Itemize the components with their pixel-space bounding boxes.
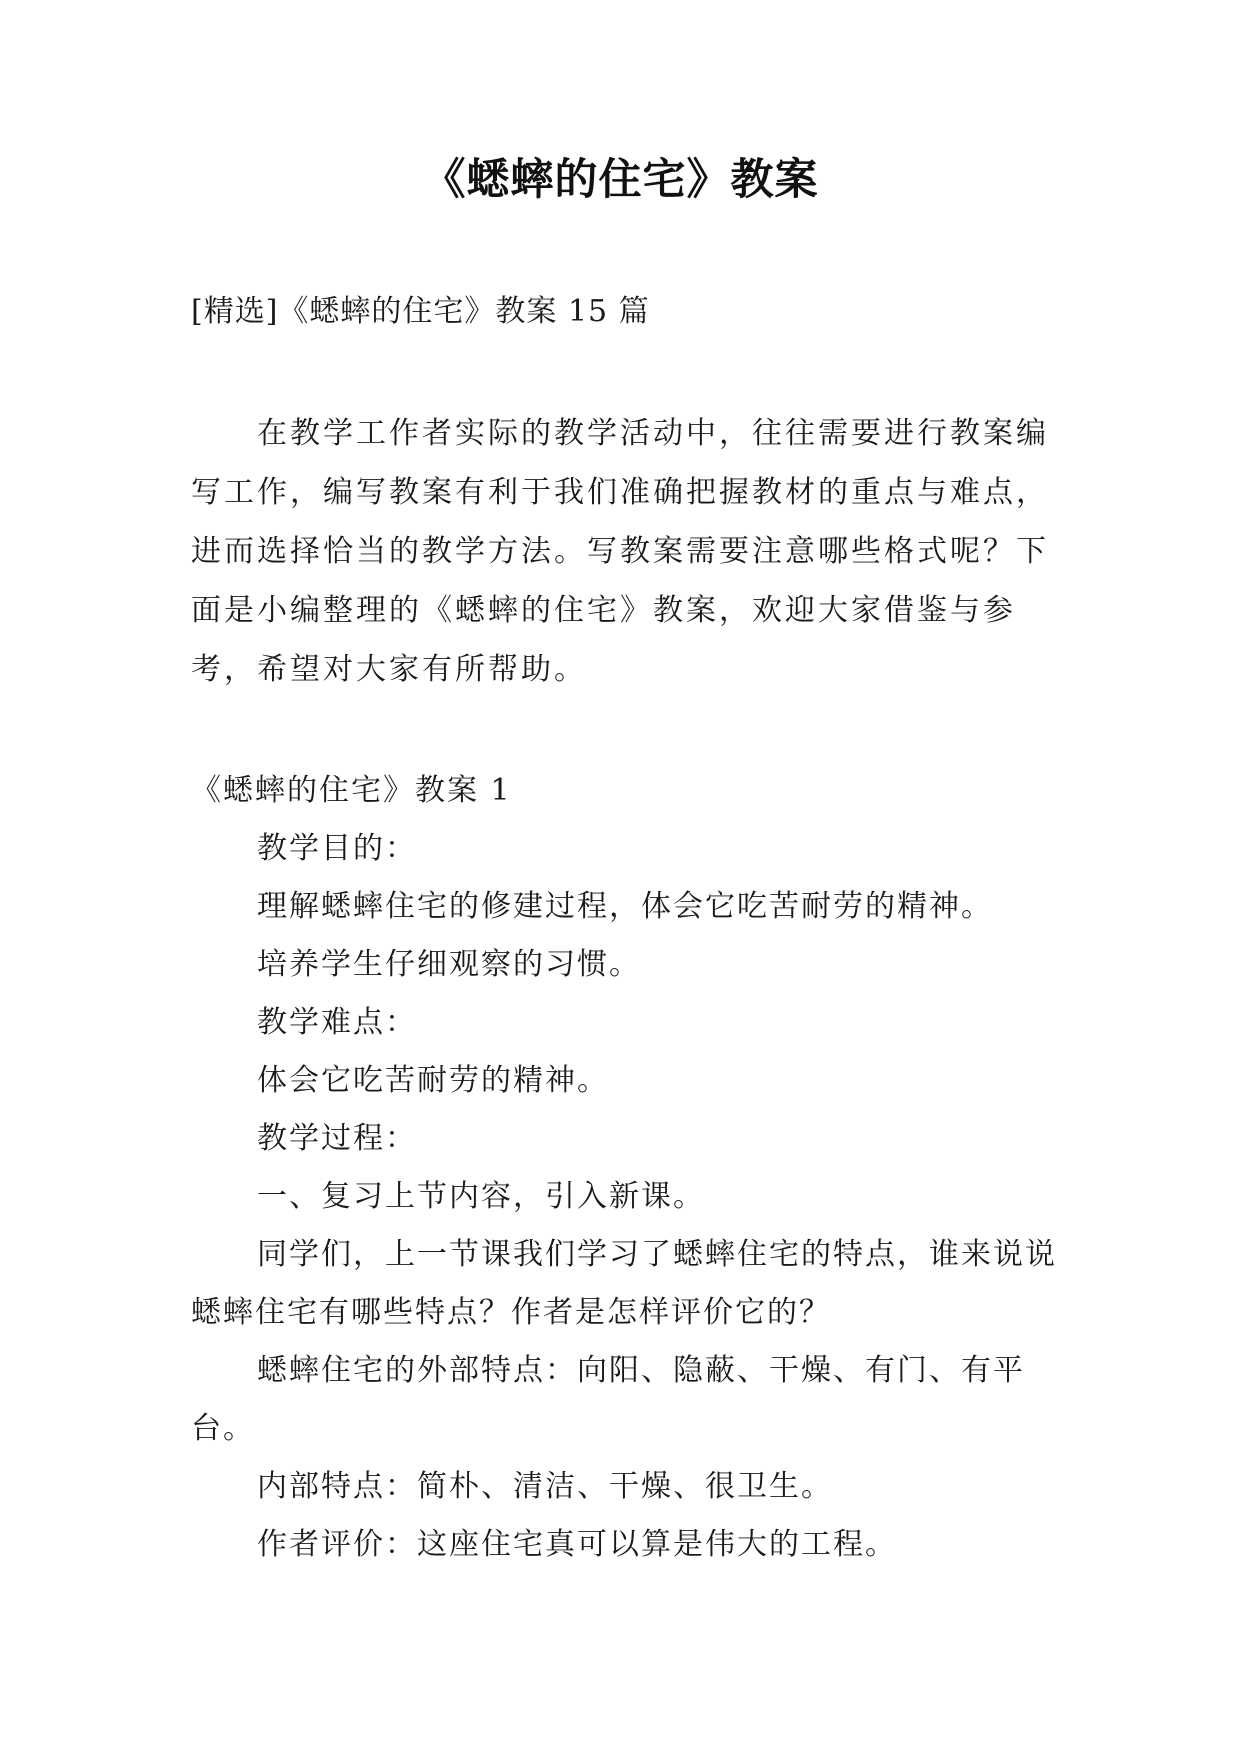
process-label: 教学过程： xyxy=(257,1121,417,1156)
difficulty-item: 体会它吃苦耐劳的精神。 xyxy=(257,1063,609,1098)
document-title: 《蟋蟀的住宅》教案 xyxy=(422,155,819,205)
lesson-body xyxy=(191,762,1071,1574)
section-heading: 《蟋蟀的住宅》教案 1 xyxy=(191,773,512,808)
goal-label: 教学目的： xyxy=(257,831,417,866)
difficulty-label: 教学难点： xyxy=(257,1005,417,1040)
process-step: 一、复习上节内容，引入新课。 xyxy=(257,1179,705,1214)
body-paragraph: 蟋蟀住宅的外部特点：向阳、隐蔽、干燥、有门、有平台。 xyxy=(191,1353,1025,1446)
author-comment: 作者评价：这座住宅真可以算是伟大的工程。 xyxy=(257,1527,897,1562)
body-paragraph: 同学们，上一节课我们学习了蟋蟀住宅的特点，谁来说说蟋蟀住宅有哪些特点？作者是怎样评价它的？ xyxy=(191,1237,1057,1330)
document-subtitle: [精选]《蟋蟀的住宅》教案 15 篇 xyxy=(191,294,650,329)
goal-item: 培养学生仔细观察的习惯。 xyxy=(257,947,641,982)
intro-paragraph: 在教学工作者实际的教学活动中，往往需要进行教案编写工作，编写教案有利于我们准确把握教材的重点与难点，进而选择恰当的教学方法。写教案需要注意哪些格式呢？下面是小编整理的《蟋蟀的住宅》教案，欢迎大家借鉴与参考，希望对大家有所帮助。 xyxy=(191,416,1049,687)
inner-features: 内部特点：简朴、清洁、干燥、很卫生。 xyxy=(257,1469,833,1504)
goal-item: 理解蟋蟀住宅的修建过程，体会它吃苦耐劳的精神。 xyxy=(257,889,993,924)
